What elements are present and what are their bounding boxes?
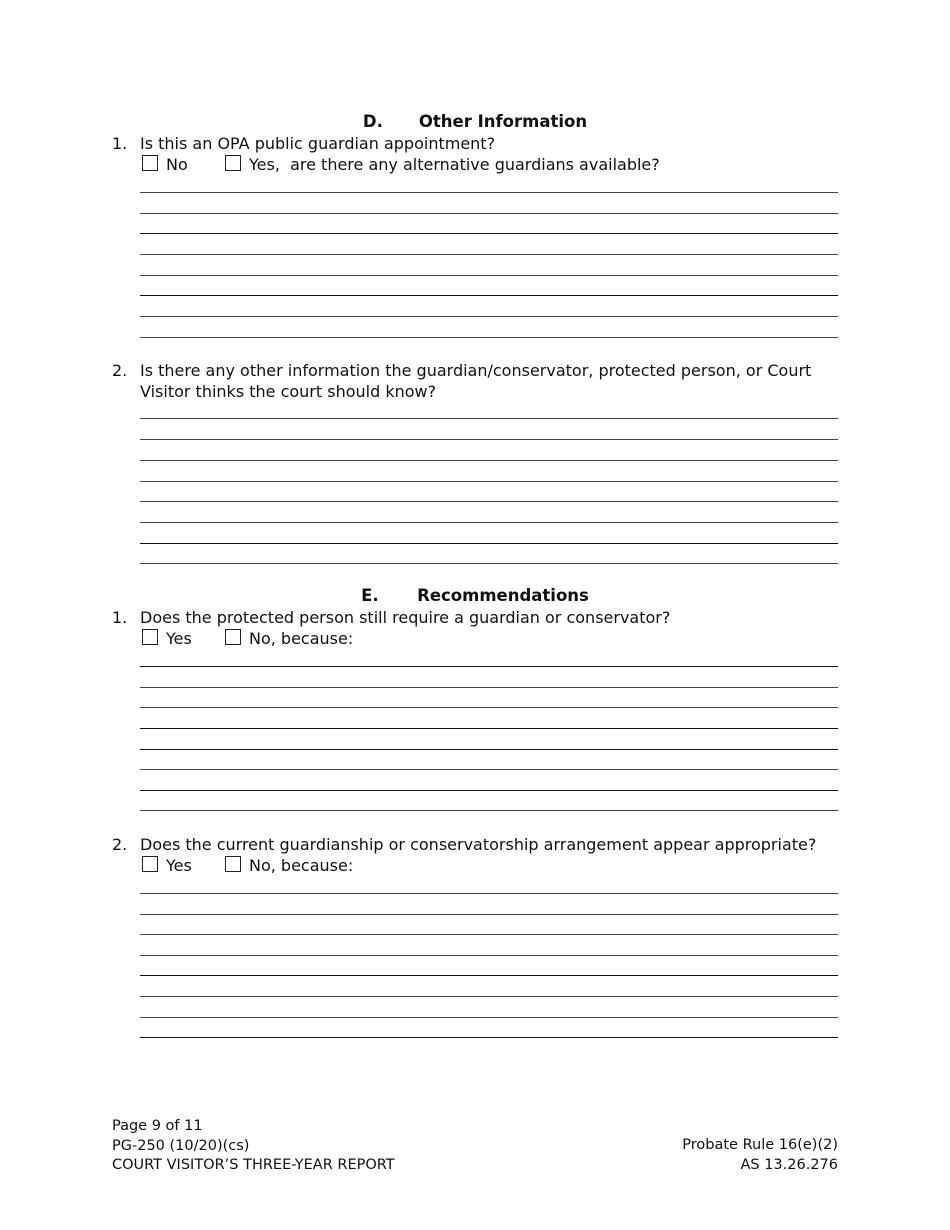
answer-line[interactable] (140, 769, 838, 770)
e-q2-number: 2. (112, 835, 128, 854)
answer-line[interactable] (140, 707, 838, 708)
answer-line[interactable] (140, 666, 838, 667)
d-q1-number: 1. (112, 134, 128, 153)
e-q1-number: 1. (112, 608, 128, 627)
answer-line[interactable] (140, 728, 838, 729)
e-q2-text: Does the current guardianship or conservatorship arrangement appear appropriate? (140, 835, 817, 854)
footer-form-title: COURT VISITOR’S THREE-YEAR REPORT (112, 1157, 395, 1173)
section-d-heading (0, 112, 950, 131)
answer-line[interactable] (140, 914, 838, 915)
footer-probate-rule: Probate Rule 16(e)(2) (682, 1137, 838, 1153)
answer-line[interactable] (140, 955, 838, 956)
e-q1-no-label: No, because: (249, 629, 354, 648)
d-q1-yes-label: Yes, are there any alternative guardians available? (249, 155, 660, 174)
answer-line[interactable] (140, 275, 838, 276)
d-q1-no-label: No (166, 155, 188, 174)
answer-line[interactable] (140, 790, 838, 791)
footer-left (112, 1117, 395, 1176)
answer-line[interactable] (140, 1017, 838, 1018)
d-q1-text: Is this an OPA public guardian appointment? (140, 134, 496, 153)
d-q2-text: Is there any other information the guardian/conservator, protected person, or Court Visitor thinks the court should know? (140, 361, 812, 401)
answer-line[interactable] (140, 460, 838, 461)
answer-line[interactable] (140, 749, 838, 750)
e-q1-text: Does the protected person still require a guardian or conservator? (140, 608, 671, 627)
section-e-heading (0, 586, 950, 605)
answer-line[interactable] (140, 687, 838, 688)
answer-line[interactable] (140, 1037, 838, 1038)
e-q2-no-label: No, because: (249, 856, 354, 875)
e-q2-no-checkbox[interactable] (225, 856, 241, 872)
answer-line[interactable] (140, 295, 838, 296)
answer-line[interactable] (140, 316, 838, 317)
answer-line[interactable] (140, 337, 838, 338)
d-q1-yes-checkbox[interactable] (225, 155, 241, 171)
e-q2-yes-label: Yes (166, 856, 192, 875)
answer-line[interactable] (140, 233, 838, 234)
answer-line[interactable] (140, 213, 838, 214)
answer-line[interactable] (140, 439, 838, 440)
answer-line[interactable] (140, 975, 838, 976)
answer-line[interactable] (140, 501, 838, 502)
section-e-title: Recommendations (417, 586, 589, 605)
answer-line[interactable] (140, 543, 838, 544)
answer-line[interactable] (140, 563, 838, 564)
answer-line[interactable] (140, 192, 838, 193)
answer-line[interactable] (140, 934, 838, 935)
section-d-letter: D. (362, 112, 383, 131)
e-q2-yes-checkbox[interactable] (142, 856, 158, 872)
answer-line[interactable] (140, 254, 838, 255)
answer-line[interactable] (140, 418, 838, 419)
section-d-title: Other Information (418, 112, 588, 131)
answer-line[interactable] (140, 481, 838, 482)
d-q2-number: 2. (112, 361, 128, 380)
e-q1-yes-checkbox[interactable] (142, 629, 158, 645)
answer-line[interactable] (140, 893, 838, 894)
e-q1-no-checkbox[interactable] (225, 629, 241, 645)
d-q1-no-checkbox[interactable] (142, 155, 158, 171)
footer-form-id: PG-250 (10/20)(cs) (112, 1137, 250, 1154)
footer-right (682, 1136, 838, 1175)
section-e-letter: E. (361, 586, 379, 605)
answer-line[interactable] (140, 522, 838, 523)
answer-line[interactable] (140, 810, 838, 811)
footer-statute: AS 13.26.276 (740, 1156, 838, 1173)
e-q1-yes-label: Yes (166, 629, 192, 648)
footer-page-number: Page 9 of 11 (112, 1118, 203, 1134)
answer-line[interactable] (140, 996, 838, 997)
